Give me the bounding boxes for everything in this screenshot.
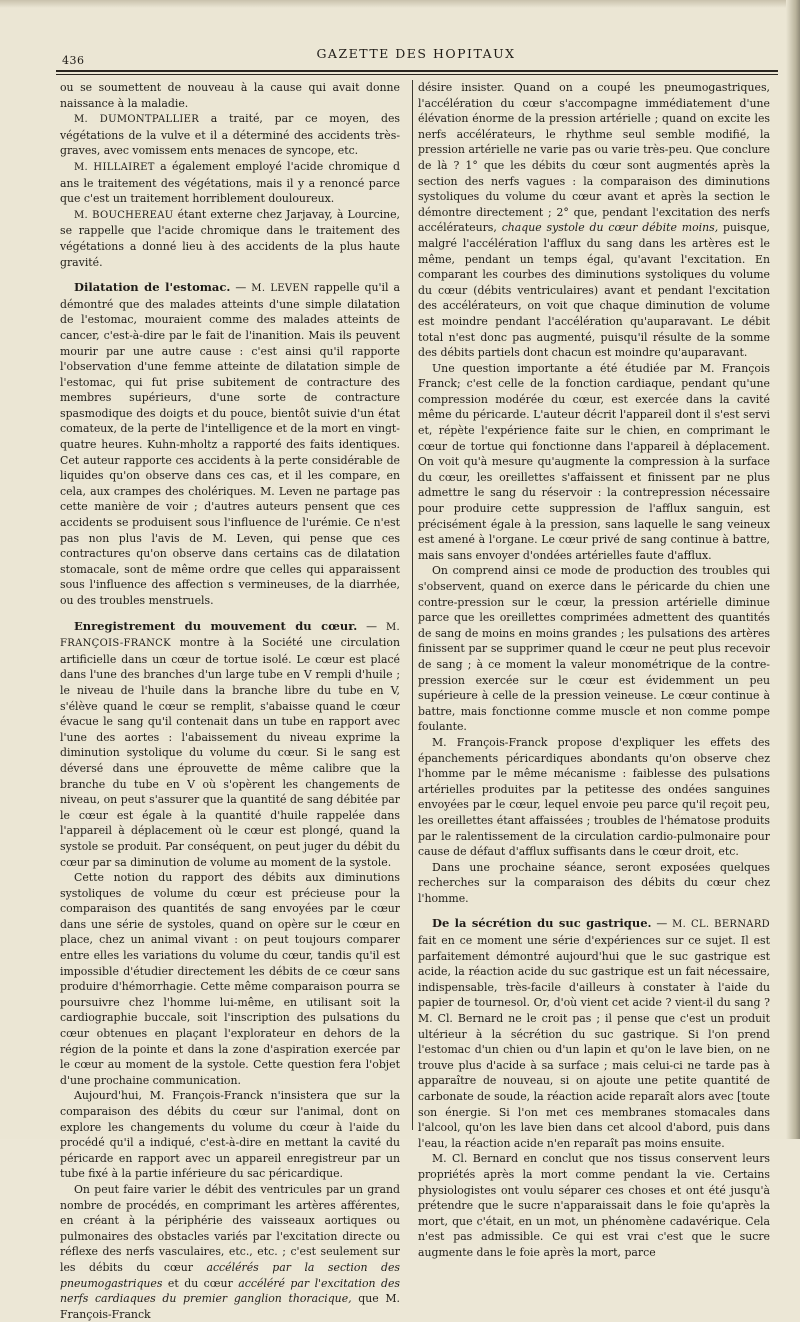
header-rule-thick — [56, 70, 778, 72]
paragraph: désire insister. Quand on a coupé les pneumogastriques, l'accélération du cœur s'accompagne immédiatement d'une élévation énorme de la pression artérielle ; quand on excite les nerfs accélérateurs, le rhythme seul semble modifié, la pression artérielle ne varie pas ou varie très-peu. Que conclure de là ? 1° que les débits du cœur sont augmentés après la section des nerfs vagues : la comparaison des diminutions systoliques du volume du cœur avant et après la section le démontre directement ; 2° que, pendant l'excitation des nerfs accélérateurs, chaque systole du cœur débite moins, puisque, malgré l'accélération l'afflux du sang dans les artères est le même, pendant un temps égal, qu'avant l'excitation. En comparant les courbes des diminutions systoliques du volume du cœur (débits ventriculaires) avant et pendant l'excitation des accélérateurs, on voit que chaque diminution de volume est moindre pendant l'accélération qu'auparavant. Le débit total n'est donc pas augmenté, puisqu'il résulte de la somme des débits partiels dont chacun est moindre qu'auparavant. — [418, 81, 770, 360]
page-number: 436 — [62, 54, 85, 67]
section-paragraph: Dilatation de l'estomac. — M. LEVEN rappelle qu'il a démontré que des malades atteints d'une simple dilatation de l'estomac, mouraient comme des malades atteints de cancer, c'est-à-dire par le fait de l'inanition. Mais ils peuvent mourir par une autre cause : c'est ainsi qu'il rapporte l'observation d'une femme atteinte de dilatation simple de l'estomac, qui fut prise subitement de contracture des membres supérieurs, d'une sorte de contracture spasmodique des doigts et du pouce, bientôt suivie d'un état comateux, de la perte de l'intelligence et de la mort en vingt-quatre heures. Kuhn-mholtz a rapporté des faits identiques. Cet auteur rapporte ces accidents à la perte considérable de liquides qu'on observe dans ces cas, et il les compare, en cela, aux crampes des cholériques. M. Leven ne partage pas cette manière de voir ; d'autres auteurs pensent que ces accidents se produisent sous l'influence de l'urémie. Ce n'est pas non plus l'avis de M. Leven, qui pense que ces contractures qu'on observe dans certains cas de dilatation stomacale, sont de même ordre que celles qui apparaissent sous l'influence des affection s vermineuses, de la diarrhée, ou des troubles menstruels. — [60, 280, 400, 607]
left-column — [60, 80, 400, 1322]
paragraph: M. Cl. Bernard en conclut que nos tissus conservent leurs propriétés après la mort comme pendant la vie. Certains physiologistes ont voulu séparer ces choses et ont été jusqu'à prétendre que le sucre n'apparaissait dans le foie qu'après la mort, que c'était, en un mot, un phénomène cadavérique. Cela n'est pas admissible. Ce qui est vrai c'est que le sucre augmente dans le foie après la mort, parce — [418, 1152, 770, 1259]
paragraph: Dans une prochaine séance, seront exposées quelques recherches sur la comparaison des débits du cœur chez l'homme. — [418, 860, 770, 905]
speaker-name: M. FRANÇOIS-FRANCK — [60, 621, 400, 650]
speaker-name: M. DUMONTPALLIER — [74, 114, 200, 126]
page-header — [56, 40, 776, 66]
speaker-name: M. HILLAIRET — [74, 161, 155, 173]
paragraph: M. François-Franck propose d'expliquer les effets des épanchements péricardiques abondants qu'on observe chez l'homme par le même mécanisme : faiblesse des pulsations artérielles produites par la petitesse des ondées sanguines envoyées par le cœur, lequel envoie peu parce qu'il reçoit peu, les oreillettes étant affaissées ; troubles de l'hématose produits par le ralentissement de la circulation cardio-pulmonaire pour cause de défaut d'afflux suffisants dans le cœur droit, etc. — [418, 735, 770, 859]
journal-title: GAZETTE DES HOPITAUX — [316, 46, 516, 61]
paragraph: M. DUMONTPALLIER a traité, par ce moyen, des végétations de la vulve et il a déterminé des accidents très-graves, avec vomissem ents menaces de syncope, etc. — [60, 112, 400, 158]
section-paragraph: Enregistrement du mouvement du cœur. — M. FRANÇOIS-FRANCK montre à la Société une circulation artificielle dans un cœur de tortue isolé. Le cœur est placé dans l'une des branches d'un large tube en V rempli d'huile ; le niveau de l'huile dans la branche libre du tube en V, s'élève quand le cœur se remplit, s'abaisse quand le cœur évacue le sang qu'il contenait dans un tube en rapport avec l'une des aortes : l'abaissement du niveau exprime la diminution systolique du volume du cœur. Si le sang est déversé dans une éprouvette de même calibre que la branche du tube en V où s'opèrent les changements de niveau, on peut s'assurer que la quantité de sang débitée par le cœur est égale à la quantité d'huile rappelée dans l'appareil à déplacement où le cœur est plongé, quand la systole se produit. Par conséquent, on peut juger du débit du cœur par sa diminution de volume au moment de la systole. — [60, 618, 400, 869]
paragraph: M. BOUCHEREAU étant externe chez Jarjavay, à Lourcine, se rappelle que l'acide chromique dans le traitement des végétations a donné lieu à des accidents de la plus haute gravité. — [60, 207, 400, 269]
page-top-edge — [0, 0, 800, 8]
paragraph: Une question importante a été étudiée par M. François Franck; c'est celle de la fonction cardiaque, pendant qu'une compression modérée du cœur, est exercée dans la cavité même du péricarde. L'auteur décrit l'appareil dont il s'est servi et, répète l'expérience faite sur le chien, en comprimant le cœur de tortue qui fonctionne dans l'appareil à déplacement. On voit qu'à mesure qu'augmente la compression à la surface du cœur, les oreillettes s'affaissent et finissent par ne plus admettre le sang du réservoir : la contrepression nécessaire pour produire cette suppression de l'afflux sanguin, est précisément égale à la pression, sans laquelle le sang veineux est amené à l'organe. Le cœur privé de sang continue à battre, mais sans envoyer d'ondées artérielles faute d'afflux. — [418, 361, 770, 562]
paragraph: On peut faire varier le débit des ventricules par un grand nombre de procédés, en comprimant les artères afférentes, en créant à la périphérie des vaisseaux aortiques ou pulmonaires des obstacles variés par l'excitation directe ou réflexe des nerfs vasculaires, etc., etc. ; c'est seulement sur les débits du cœur accélérés par la section des pneumogastriques et du cœur accéléré par l'excitation des nerfs cardiaques du premier ganglion thoracique, que M. François-Franck — [60, 1182, 401, 1321]
paragraph: On comprend ainsi ce mode de production des troubles qui s'observent, quand on exerce dans le péricarde du chien une contre-pression sur le cœur, la pression artérielle diminue parce que les oreillettes comprimées admettent des quantités de sang de moins en moins grandes ; les pulsations des artères finissent par se supprimer quand le cœur ne peut plus recevoir de sang ; à ce moment la valeur monométrique de la contre-pression exercée sur le cœur est évidemment un peu supérieure à celle de la pression veineuse. Le cœur continue à battre, mais fonctionne comme muscle et non comme pompe foulante. — [418, 564, 770, 734]
section-title: De la sécrétion du suc gastrique. — [432, 916, 652, 931]
page-binding-edge — [786, 0, 800, 1139]
paragraph: Aujourd'hui, M. François-Franck n'insistera que sur la comparaison des débits du cœur sur l'animal, dont on explore les changements du volume du cœur à l'aide du procédé qu'il a indiqué, c'est-à-dire en mettant la cavité du péricarde en rapport avec un appareil enregistreur par un tube fixé à la partie inférieure du sac péricardique. — [60, 1089, 400, 1181]
paragraph: M. HILLAIRET a également employé l'acide chromique d ans le traitement des végétations, mais il y a renoncé parce que c'est un traitement horriblement douloureux. — [60, 159, 400, 206]
right-column — [418, 80, 770, 1261]
header-rule-thin — [56, 74, 778, 75]
speaker-name: M. CL. BERNARD — [672, 919, 770, 931]
column-divider — [412, 80, 413, 1130]
speaker-name: M. BOUCHEREAU — [74, 209, 174, 221]
speaker-name: M. LEVEN — [251, 283, 310, 295]
section-title: Dilatation de l'estomac. — [74, 280, 231, 295]
paragraph: Cette notion du rapport des débits aux diminutions systoliques de volume du cœur est précieuse pour la comparaison des quantités de sang envoyées par le cœur dans une série de systoles, quand on opère sur le cœur en place, chez un animal vivant : on peut toujours comparer entre elles les variations du volume du cœur, tandis qu'il est impossible d'étudier directement les débits de ce cœur sans produire d'hémorrhagie. Cette même comparaison pourra se poursuivre chez l'homme lui-même, en utilisant soit la cardiographie buccale, soit l'inscription des pulsations du cœur obtenues en plaçant l'explorateur en dehors de la région de la pointe et dans la zone d'aspiration exercée par le cœur au moment de la systole. Cette question fera l'objet d'une prochaine communication. — [60, 871, 400, 1087]
section-paragraph: De la sécrétion du suc gastrique. — M. CL. BERNARD fait en ce moment une série d'expériences sur ce sujet. Il est parfaitement démontré aujourd'hui que le suc gastrique est acide, la réaction acide du suc gastrique est un fait nécessaire, indispensable, très-facile d'ailleurs à constater à l'aide du papier de tournesol. Or, d'où vient cet acide ? vient-il du sang ? M. Cl. Bernard ne le croit pas ; il pense que c'est un produit ultérieur à la sécrétion du suc gastrique. Si l'on prend l'estomac d'un chien ou d'un lapin et qu'on le lave bien, on ne trouve plus d'acide à sa surface ; mais celui-ci ne tarde pas à apparaître de nouveau, si on ajoute une petite quantité de carbonate de soude, la réaction acide reparaît alors avec [toute son énergie. Si l'on met ces membranes stomacales dans l'alcool, qu'on les lave bien dans cet alcool d'abord, puis dans l'eau, la réaction acide n'en reparaît pas moins ensuite. — [418, 916, 770, 1150]
section-title: Enregistrement du mouvement du cœur. — [74, 618, 358, 633]
paragraph: ou se soumettent de nouveau à la cause qui avait donne naissance à la maladie. — [60, 81, 400, 110]
